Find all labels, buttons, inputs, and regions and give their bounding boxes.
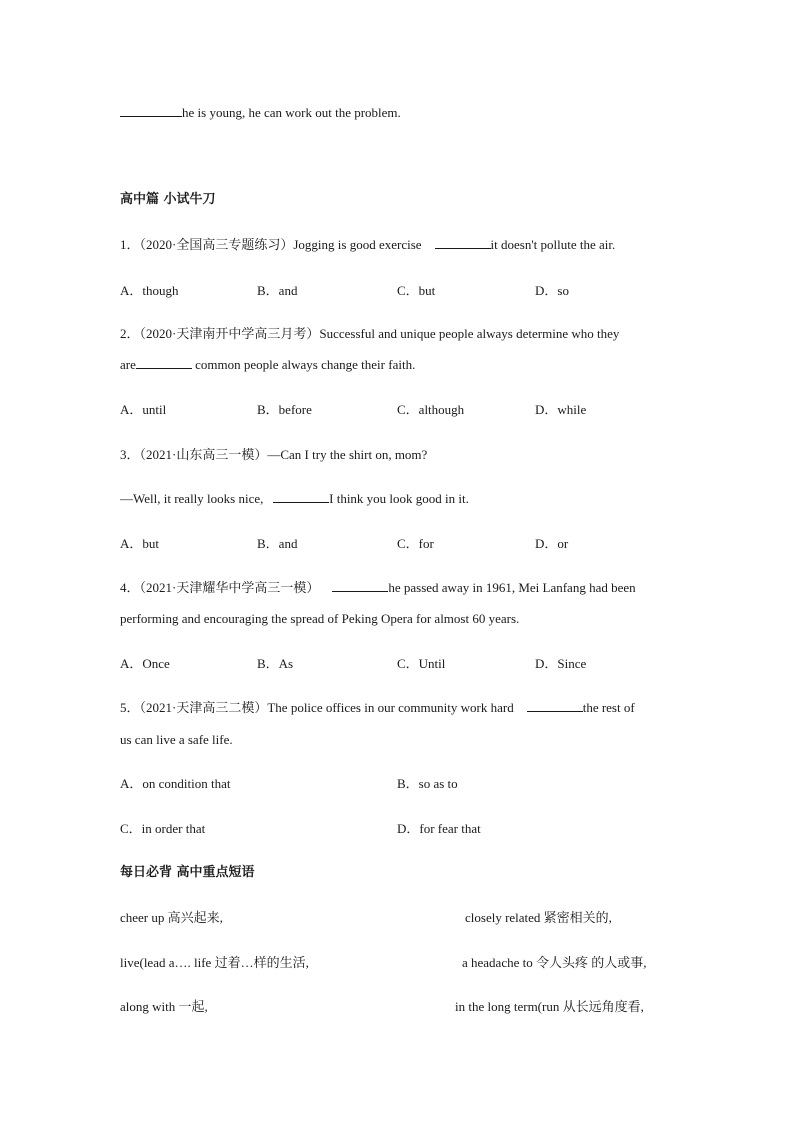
section-title-practice: 高中篇 小试牛刀: [120, 192, 216, 207]
question-3: 3．（2021·山东高三一模）—Can I try the shirt on, mom?: [120, 447, 428, 462]
phrase-item: a headache to 令人头疼 的人或事,: [462, 955, 647, 970]
question-4-continued: performing and encouraging the spread of Peking Opera for almost 60 years.: [120, 611, 520, 626]
answer-blank: [435, 236, 491, 249]
option-b: B．As: [257, 656, 294, 671]
phrase-item: along with 一起,: [120, 999, 208, 1014]
option-c: C．in order that: [120, 821, 206, 836]
phrase-item: closely related 紧密相关的,: [465, 910, 612, 925]
answer-blank: [120, 104, 182, 117]
question-5-continued: us can live a safe life.: [120, 732, 233, 747]
answer-blank: [332, 579, 388, 592]
option-b: B．and: [257, 536, 298, 551]
phrase-item: live(lead a…. life 过着…样的生活,: [120, 955, 309, 970]
option-a: A．but: [120, 536, 160, 551]
option-d: D．for fear that: [397, 821, 481, 836]
option-b: B．and: [257, 283, 298, 298]
section-title-phrases: 每日必背 高中重点短语: [120, 865, 255, 880]
option-d: D．so: [535, 283, 569, 298]
option-b: B．before: [257, 402, 312, 417]
intro-sentence: he is young, he can work out the problem.: [120, 104, 401, 122]
option-a: A．though: [120, 283, 179, 298]
option-d: D．while: [535, 402, 587, 417]
answer-blank: [136, 356, 192, 369]
option-c: C．but: [397, 283, 436, 298]
question-4: 4．（2021·天津耀华中学高三一模） he passed away in 1961, Mei Lanfang had been: [120, 580, 636, 595]
option-a: A．Once: [120, 656, 170, 671]
option-d: D．or: [535, 536, 569, 551]
question-2-continued: are common people always change their faith.: [120, 357, 416, 372]
phrase-item: cheer up 高兴起来,: [120, 910, 223, 925]
option-a: A．on condition that: [120, 776, 231, 791]
answer-blank: [527, 699, 583, 712]
option-b: B．so as to: [397, 776, 458, 791]
question-2: 2．（2020·天津南开中学高三月考）Successful and unique people always determine who they: [120, 326, 620, 341]
phrase-item: in the long term(run 从长远角度看,: [455, 999, 644, 1014]
question-3-continued: —Well, it really looks nice, I think you look good in it.: [120, 491, 469, 506]
option-c: C．although: [397, 402, 465, 417]
option-d: D．Since: [535, 656, 587, 671]
question-1: 1．（2020·全国高三专题练习）Jogging is good exercise it doesn't pollute the air.: [120, 237, 616, 252]
answer-blank: [273, 490, 329, 503]
option-a: A．until: [120, 402, 167, 417]
question-5: 5．（2021·天津高三二模）The police offices in our community work hard the rest of: [120, 700, 635, 715]
option-c: C．for: [397, 536, 434, 551]
option-c: C．Until: [397, 656, 446, 671]
